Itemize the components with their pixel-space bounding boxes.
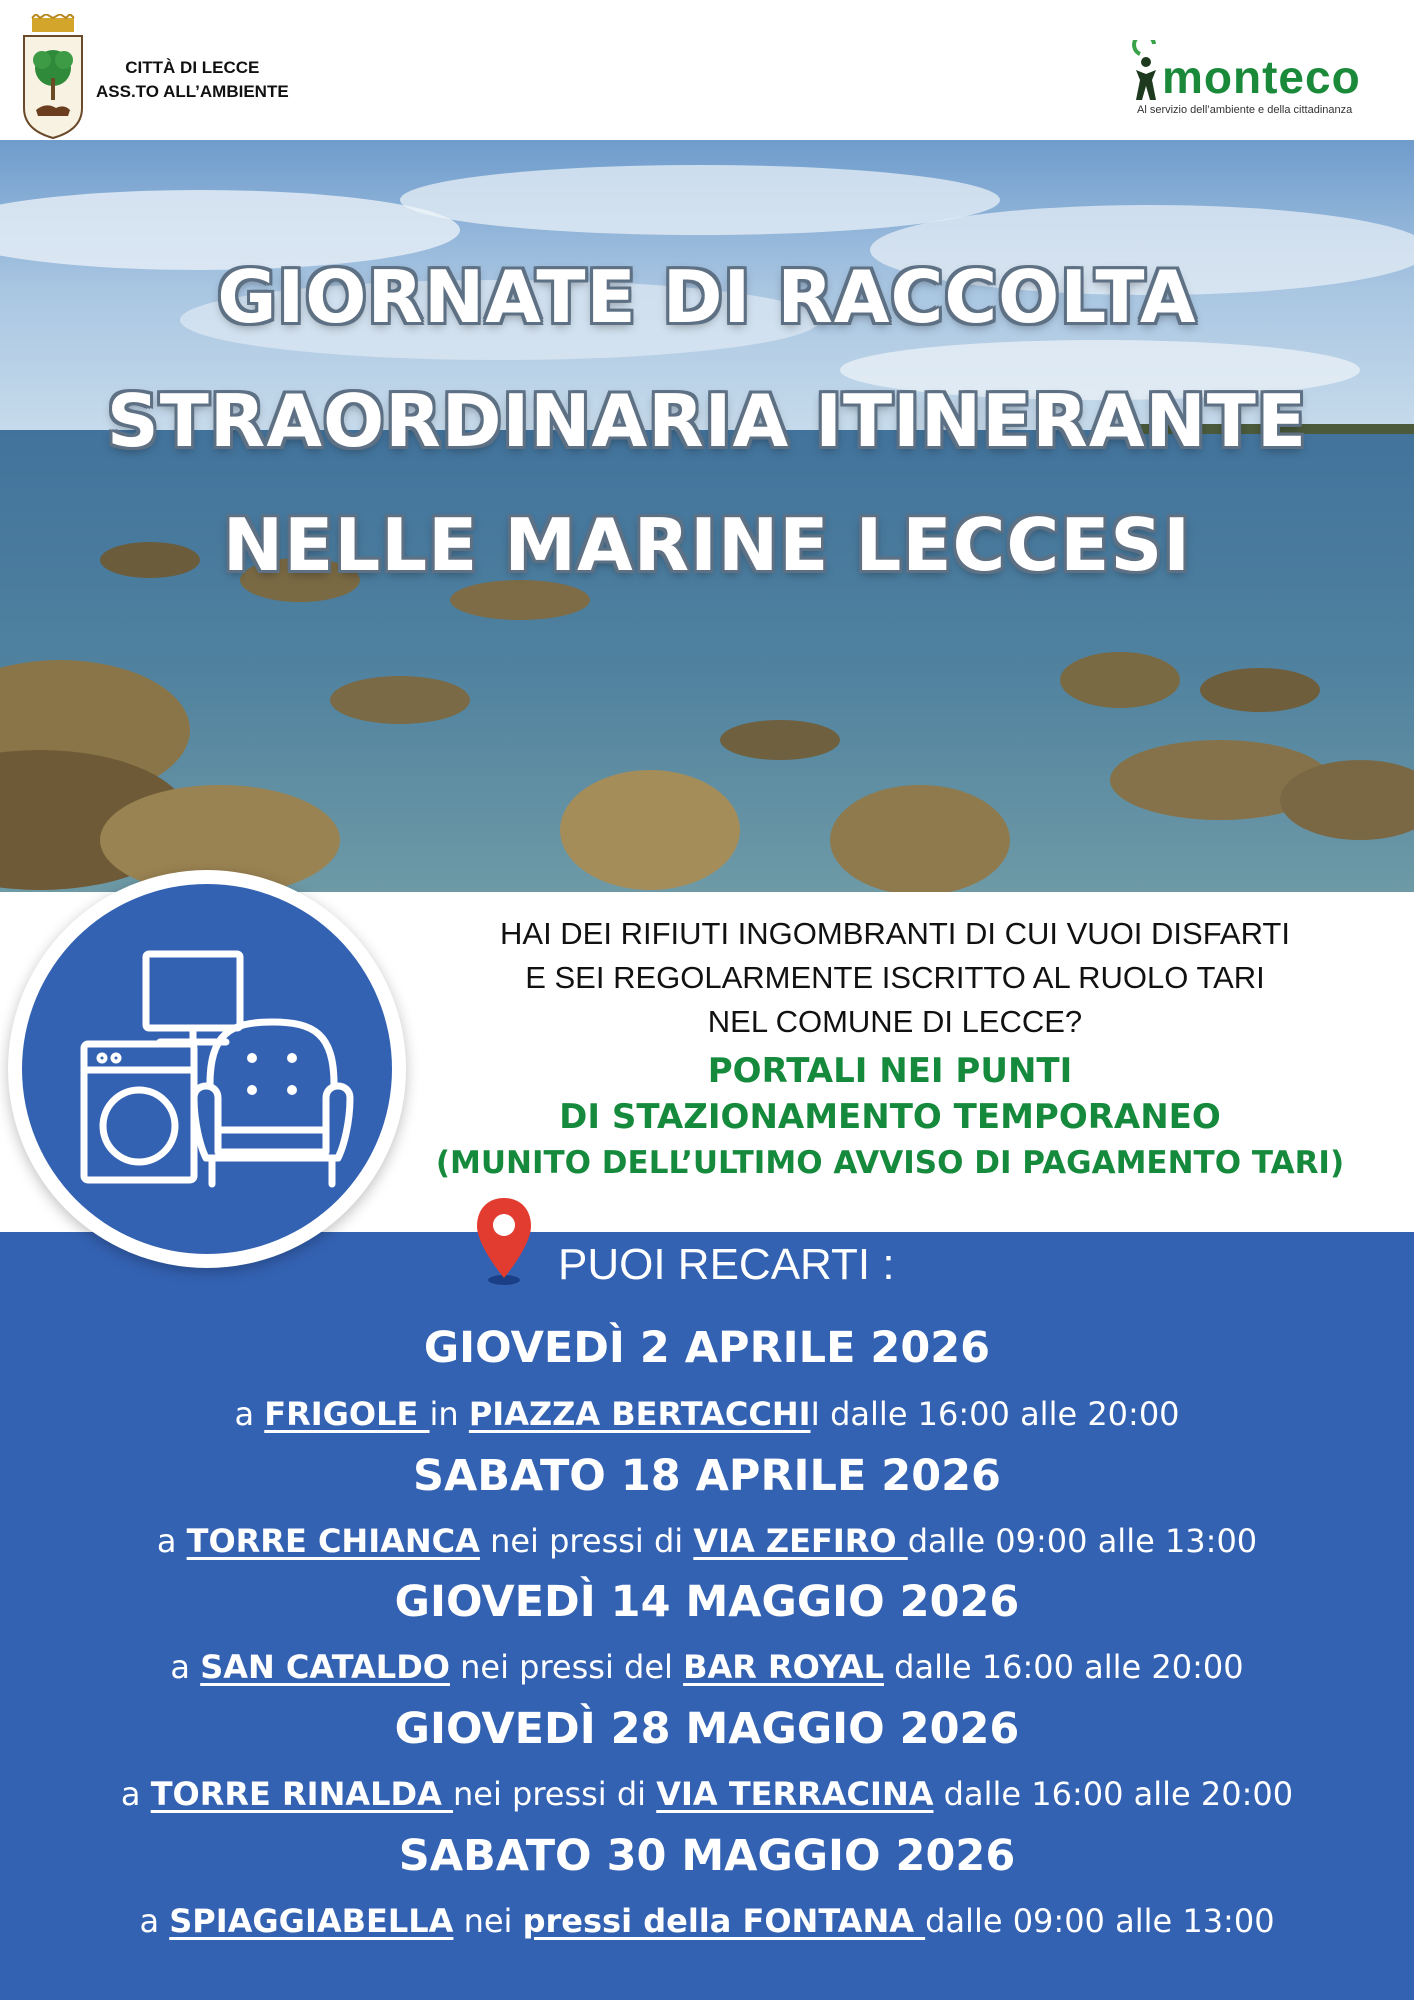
instruction-line-2: DI STAZIONAMENTO TEMPORANEO — [559, 1097, 1221, 1137]
city-label — [96, 56, 289, 104]
event-date-3: GIOVEDÌ 14 MAGGIO 2026 — [394, 1577, 1020, 1627]
monteco-tagline: Al servizio dell’ambiente e della cittadinanza — [1137, 104, 1353, 116]
title-line-3: NELLE MARINE LECCESI — [222, 503, 1192, 587]
event-place-1: FRIGOLE — [264, 1395, 430, 1433]
instruction-text — [370, 1048, 1410, 1186]
event-spot-1: PIAZZA BERTACCHI — [468, 1395, 811, 1433]
event-location-1: a FRIGOLE in PIAZZA BERTACCHII dalle 16:00 alle 20:00 — [234, 1395, 1180, 1433]
question-line-2: E SEI REGOLARMENTE ISCRITTO AL RUOLO TARI — [525, 960, 1265, 995]
hero-banner — [0, 140, 1414, 892]
event-place-2: TORRE CHIANCA — [186, 1522, 480, 1560]
monteco-logo-icon — [1132, 40, 1166, 102]
event-spot-3: BAR ROYAL — [683, 1648, 884, 1686]
event-date-5: SABATO 30 MAGGIO 2026 — [398, 1831, 1016, 1881]
schedule-heading: PUOI RECARTI : — [558, 1240, 895, 1289]
instruction-line-3: (MUNITO DELL’ULTIMO AVVISO DI PAGAMENTO TARI) — [435, 1145, 1345, 1181]
event-spot-2: VIA ZEFIRO — [693, 1522, 908, 1560]
instruction-line-1: PORTALI NEI PUNTI — [707, 1051, 1073, 1091]
city-crest-icon — [20, 14, 86, 140]
bulky-waste-icon — [22, 884, 392, 1254]
monteco-logo: monteco — [1162, 51, 1361, 103]
event-location-3: a SAN CATALDO nei pressi del BAR ROYAL dalle 16:00 alle 20:00 — [170, 1648, 1244, 1686]
city-name: CITTÀ DI LECCE — [125, 58, 260, 77]
title-line-2: STRAORDINARIA ITINERANTE — [106, 379, 1308, 463]
department-name: ASS.TO ALL’AMBIENTE — [96, 82, 289, 101]
event-place-5: SPIAGGIABELLA — [169, 1902, 454, 1940]
event-date-1: GIOVEDÌ 2 APRILE 2026 — [423, 1323, 991, 1373]
schedule-section — [0, 1232, 1414, 2000]
event-location-4: a TORRE RINALDA nei pressi di VIA TERRACINA dalle 16:00 alle 20:00 — [120, 1775, 1294, 1813]
event-spot-5: pressi della FONTANA — [522, 1902, 926, 1940]
question-line-1: HAI DEI RIFIUTI INGOMBRANTI DI CUI VUOI DISFARTI — [500, 916, 1290, 951]
eligibility-question — [420, 912, 1370, 1044]
title-line-1: GIORNATE DI RACCOLTA — [217, 255, 1197, 339]
event-spot-4: VIA TERRACINA — [656, 1775, 934, 1813]
header — [0, 0, 1414, 140]
event-date-4: GIOVEDÌ 28 MAGGIO 2026 — [394, 1704, 1020, 1754]
bulky-waste-badge-fill — [22, 884, 392, 1254]
event-place-4: TORRE RINALDA — [150, 1775, 453, 1813]
event-location-5: a SPIAGGIABELLA nei pressi della FONTANA dalle 09:00 alle 13:00 — [139, 1902, 1275, 1940]
location-pin-icon — [473, 1194, 535, 1290]
main-title — [0, 235, 1414, 607]
question-line-3: NEL COMUNE DI LECCE? — [707, 1004, 1083, 1039]
event-date-2: SABATO 18 APRILE 2026 — [413, 1451, 1001, 1501]
event-place-3: SAN CATALDO — [200, 1648, 450, 1686]
event-location-2: a TORRE CHIANCA nei pressi di VIA ZEFIRO dalle 09:00 alle 13:00 — [156, 1522, 1258, 1560]
bulky-waste-badge — [8, 870, 406, 1268]
